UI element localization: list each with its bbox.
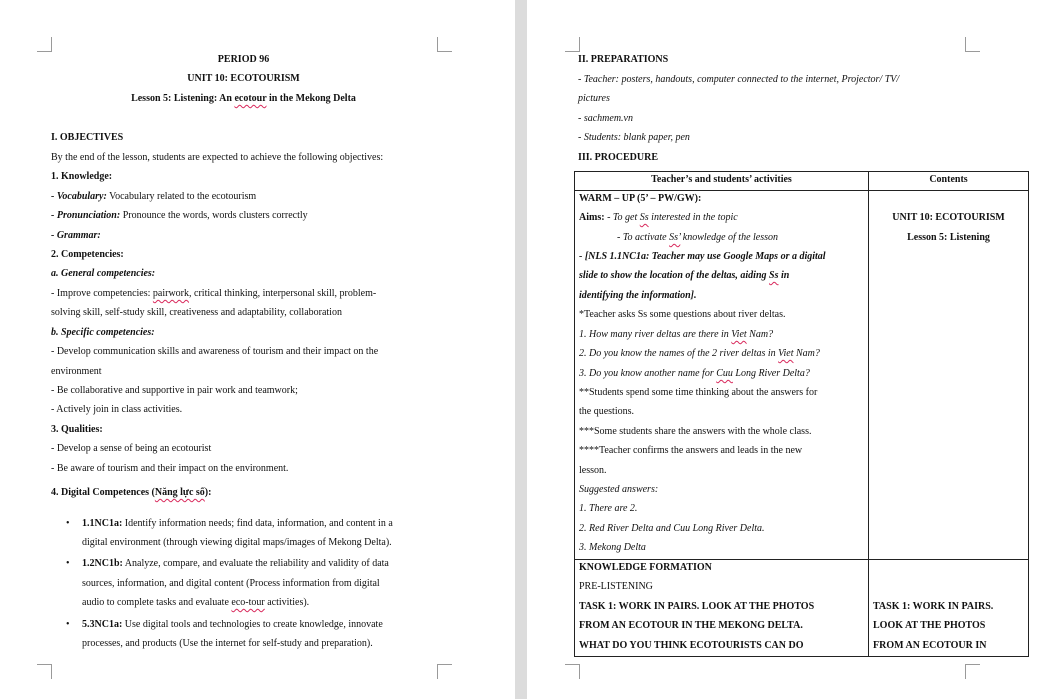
grammar-line: - Grammar: — [51, 230, 101, 241]
teacher-confirms: ****Teacher confirms the answers and leads in the new — [579, 445, 803, 456]
crop-mark — [565, 37, 580, 52]
digital-bullet-3: 5.3NC1a: Use digital tools and technologies to create knowledge, innovate — [82, 619, 383, 630]
crop-mark — [965, 664, 980, 679]
students-materials: - Students: blank paper, pen — [578, 132, 690, 143]
competencies-heading: 2. Competencies: — [51, 249, 124, 260]
warmup-heading: WARM – UP (5’ – PW/GW): — [579, 193, 702, 204]
improve-line: - Improve competencies: pairwork, critical thinking, interpersonal skill, problem- — [51, 288, 377, 299]
specific-competencies-heading: b. Specific competencies: — [51, 327, 155, 338]
quality-line: - Develop a sense of being an ecotourist — [51, 443, 212, 454]
warmup-contents-cell — [869, 191, 1029, 560]
sachmem-line: - sachmem.vn — [578, 113, 633, 124]
develop-line-2: environment — [51, 366, 102, 377]
page-gutter — [515, 0, 527, 699]
crop-mark — [37, 664, 52, 679]
crop-mark — [437, 664, 452, 679]
contents-lesson: Lesson 5: Listening — [907, 232, 990, 243]
teacher-asks: *Teacher asks Ss some questions about river deltas. — [579, 309, 786, 320]
contents-task-1: LOOK AT THE PHOTOS — [873, 620, 986, 631]
vocabulary-line: - Vocabulary: Vocabulary related to the ecotourism — [51, 191, 257, 202]
digital-heading: 4. Digital Competences (Năng lực số): — [51, 487, 212, 498]
task-1-line: WHAT DO YOU THINK ECOTOURISTS CAN DO — [579, 640, 804, 651]
pronunciation-line: - Pronunciation: Pronounce the words, words clusters correctly — [51, 210, 308, 221]
knowledge-formation-heading: KNOWLEDGE FORMATION — [579, 562, 712, 573]
preparations-heading: II. PREPARATIONS — [578, 54, 669, 65]
nls-note: - [NLS 1.1NC1a: Teacher may use Google Maps or a digital — [579, 251, 826, 262]
knowledge-heading: 1. Knowledge: — [51, 171, 113, 182]
warmup-activities-cell — [575, 191, 869, 560]
develop-line: - Develop communication skills and awareness of tourism and their impact on the — [51, 346, 379, 357]
bullet-icon: • — [66, 518, 70, 529]
qualities-heading: 3. Qualities: — [51, 424, 103, 435]
question-1: 1. How many river deltas are there in Viet Nam? — [579, 329, 774, 340]
answer-2: 2. Red River Delta and Cuu Long River Delta. — [579, 523, 765, 534]
digital-bullet-3-cont: processes, and products (Use the internet for self-study and preparation). — [82, 638, 373, 649]
actively-line: - Actively join in class activities. — [51, 404, 183, 415]
crop-mark — [565, 664, 580, 679]
nls-note-cont: identifying the information]. — [579, 290, 697, 301]
students-spend-cont: the questions. — [579, 406, 634, 417]
digital-bullet-2: 1.2NC1b: Analyze, compare, and evaluate the reliability and validity of data — [82, 558, 389, 569]
suggested-answers-heading: Suggested answers: — [579, 484, 659, 495]
task-1-line: TASK 1: WORK IN PAIRS. LOOK AT THE PHOTOS — [579, 601, 815, 612]
nls-note-cont: slide to show the location of the deltas, aiding Ss in — [579, 270, 790, 281]
task-1-line: FROM AN ECOTOUR IN THE MEKONG DELTA. — [579, 620, 803, 631]
answer-3: 3. Mekong Delta — [579, 542, 646, 553]
teacher-confirms-cont: lesson. — [579, 465, 607, 476]
digital-bullet-2-cont: sources, information, and digital content (Process information from digital — [82, 578, 380, 589]
objectives-heading: I. OBJECTIVES — [51, 132, 124, 143]
crop-mark — [37, 37, 52, 52]
teacher-materials: - Teacher: posters, handouts, computer connected to the internet, Projector/ TV/ — [578, 74, 900, 85]
collaborative-line: - Be collaborative and supportive in pair work and teamwork; — [51, 385, 298, 396]
knowledge-contents-cell — [869, 560, 1029, 657]
bullet-icon: • — [66, 558, 70, 569]
digital-bullet-1: 1.1NC1a: Identify information needs; find data, information, and content in a — [82, 518, 393, 529]
general-competencies-heading: a. General competencies: — [51, 268, 156, 279]
contents-unit: UNIT 10: ECOTOURISM — [892, 212, 1005, 223]
procedure-table — [574, 171, 1029, 657]
digital-bullet-2-cont: audio to complete tasks and evaluate eco-tour activities). — [82, 597, 310, 608]
bullet-icon: • — [66, 619, 70, 630]
pre-listening-heading: PRE-LISTENING — [579, 581, 653, 592]
contents-task-1: FROM AN ECOTOUR IN — [873, 640, 987, 651]
unit-title: UNIT 10: ECOTOURISM — [187, 73, 300, 84]
question-2: 2. Do you know the names of the 2 river deltas in Viet Nam? — [579, 348, 820, 359]
quality-line: - Be aware of tourism and their impact on the environment. — [51, 463, 289, 474]
students-share: ***Some students share the answers with the whole class. — [579, 426, 812, 437]
aims-line-2: - To activate Ss’ knowledge of the lesson — [617, 232, 779, 243]
students-spend: **Students spend some time thinking about the answers for — [579, 387, 818, 398]
document-page-right — [527, 0, 1043, 699]
crop-mark — [965, 37, 980, 52]
table-header-contents: Contents — [869, 172, 1029, 191]
knowledge-activities-cell — [575, 560, 869, 657]
answer-1: 1. There are 2. — [579, 503, 638, 514]
lesson-title: Lesson 5: Listening: An ecotour in the Mekong Delta — [131, 93, 356, 104]
teacher-materials-cont: pictures — [578, 93, 610, 104]
contents-task-1: TASK 1: WORK IN PAIRS. — [873, 601, 994, 612]
procedure-heading: III. PROCEDURE — [578, 152, 659, 163]
table-header-activities: Teacher’s and students’ activities — [575, 172, 869, 191]
aims-line: Aims: - To get Ss interested in the topic — [579, 212, 738, 223]
improve-line-2: solving skill, self-study skill, creativeness and adaptability, collaboration — [51, 307, 342, 318]
question-3: 3. Do you know another name for Cuu Long River Delta? — [579, 368, 810, 379]
crop-mark — [437, 37, 452, 52]
digital-bullet-1-cont: digital environment (through viewing digital maps/images of Mekong Delta). — [82, 537, 392, 548]
document-page-left — [0, 0, 515, 699]
period-title: PERIOD 96 — [217, 54, 270, 65]
objectives-intro: By the end of the lesson, students are expected to achieve the following objectives: — [51, 152, 384, 163]
